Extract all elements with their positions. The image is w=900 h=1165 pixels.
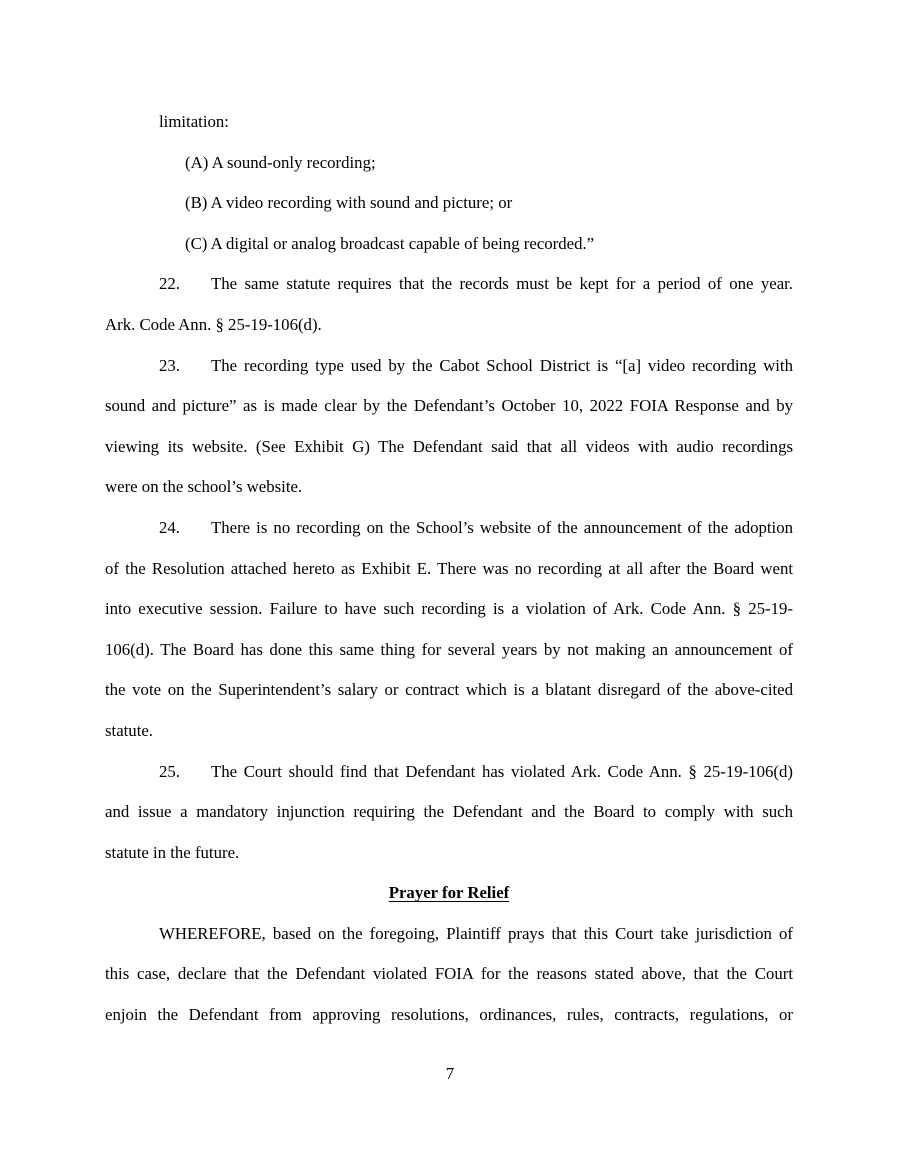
paragraph-line: and issue a mandatory injunction requiring the Defendant and the Board to comply with such <box>105 802 793 822</box>
paragraph-line: sound and picture” as is made clear by the Defendant’s October 10, 2022 FOIA Response and by <box>105 396 793 416</box>
page-number: 7 <box>445 1064 455 1083</box>
section-heading: Prayer for Relief <box>388 883 510 903</box>
paragraph-number: 23. <box>159 355 180 375</box>
paragraph-first-line: 25. The Court should find that Defendant has violated Ark. Code Ann. § 25-19-106(d) <box>105 752 793 793</box>
paragraph-number: 22. <box>159 274 180 294</box>
paragraph-line: enjoin the Defendant from approving resolutions, ordinances, rules, contracts, regulations, or <box>105 1005 793 1025</box>
paragraph-first-line: 24. There is no recording on the School’s website of the announcement of the adoption <box>105 508 793 549</box>
quoted-statute-line: limitation: <box>159 112 229 131</box>
quoted-statute-subitem: (A) A sound-only recording; <box>185 152 376 172</box>
paragraph-line: into executive session. Failure to have such recording is a violation of Ark. Code Ann. § 25-19- <box>105 599 793 619</box>
paragraph-line: 106(d). The Board has done this same thing for several years by not making an announcement of <box>105 639 793 659</box>
paragraph-line: the vote on the Superintendent’s salary or contract which is a blatant disregard of the above-cited <box>105 680 793 700</box>
paragraph-first-line: WHEREFORE, based on the foregoing, Plaintiff prays that this Court take jurisdiction of <box>159 923 793 943</box>
paragraph-number: 24. <box>159 517 180 537</box>
paragraph-last-line: statute. <box>105 720 154 740</box>
paragraph-first-line: 23. The recording type used by the Cabot School District is “[a] video recording with <box>105 346 793 387</box>
paragraph-last-line: Ark. Code Ann. § 25-19-106(d). <box>105 314 322 334</box>
quoted-statute-subitem: (B) A video recording with sound and picture; or <box>185 193 513 213</box>
paragraph-first-line: 22. The same statute requires that the records must be kept for a period of one year. <box>105 264 793 305</box>
paragraph-line: viewing its website. (See Exhibit G) The Defendant said that all videos with audio recordings <box>105 436 793 456</box>
paragraph-line: this case, declare that the Defendant violated FOIA for the reasons stated above, that the Court <box>105 964 793 984</box>
paragraph-last-line: were on the school’s website. <box>105 477 303 497</box>
paragraph-number: 25. <box>159 761 180 781</box>
paragraph-last-line: statute in the future. <box>105 842 240 862</box>
quoted-statute-subitem: (C) A digital or analog broadcast capable of being recorded.” <box>185 233 595 253</box>
paragraph-line: of the Resolution attached hereto as Exhibit E. There was no recording at all after the Board went <box>105 558 793 578</box>
document-body <box>105 102 793 1036</box>
